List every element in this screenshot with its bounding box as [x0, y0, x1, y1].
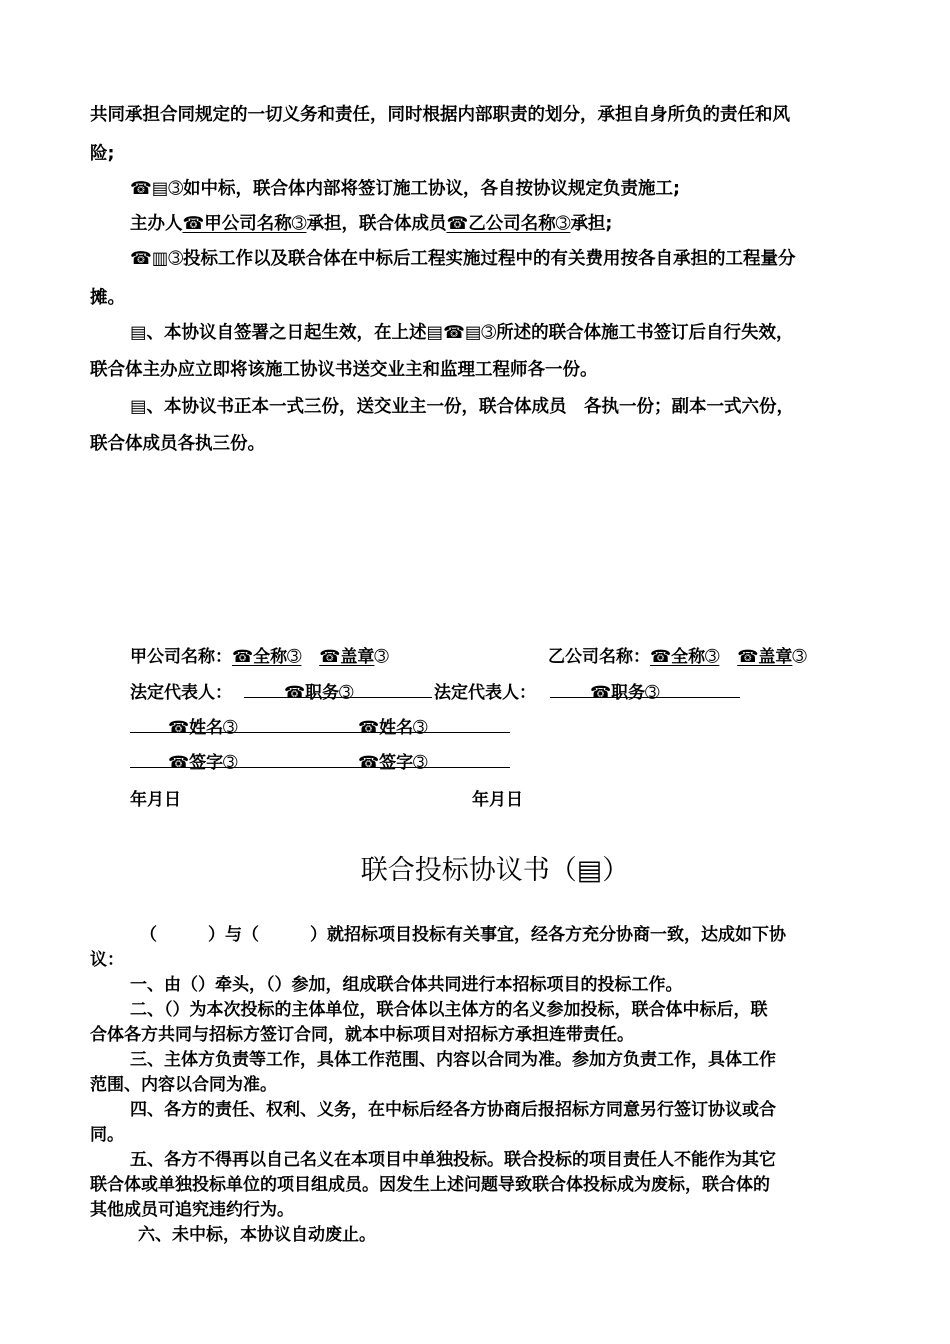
paragraph-line: 险;: [90, 144, 115, 164]
clause-line: ▤、本协议自签署之日起生效，在上述▤☎▤➂所述的联合体施工书签订后自行失效，: [130, 323, 794, 343]
document-title: 联合投标协议书（▤）: [360, 855, 630, 886]
rep-name-a: ☎姓名➂: [168, 718, 238, 738]
company-b-label: 乙公司名称：: [548, 647, 650, 667]
clause-tail: 承担;: [570, 214, 613, 234]
paragraph-line: 联合体主办应立即将该施工协议书送交业主和监理工程师各一份。: [90, 360, 598, 380]
legal-rep-label-a: 法定代表人：: [130, 683, 232, 703]
legal-rep-label-b: 法定代表人：: [434, 683, 536, 703]
paragraph-line: 共同承担合同规定的一切义务和责任，同时根据内部职责的划分，承担自身所负的责任和风: [90, 105, 790, 125]
company-b-seal: ☎盖章: [737, 647, 793, 667]
clause-line: ☎▥➂投标工作以及联合体在中标后工程实施过程中的有关费用按各自承担的工程量分: [130, 249, 796, 269]
company-a-label: 甲公司名称：: [130, 647, 232, 667]
clause-2-cont: 合体各方共同与招标方签订合同，就本中标项目对招标方承担连带责任。: [90, 1025, 634, 1045]
clause-4: 四、各方的责任、权利、义务，在中标后经各方协商后报招标方同意另行签订协议或合: [130, 1100, 776, 1120]
rep-signature-a: ☎签字➂: [168, 753, 238, 773]
clause-3-cont: 范围、内容以合同为准。: [90, 1075, 277, 1095]
clause-4-cont: 同。: [90, 1125, 124, 1145]
company-b-fullname: ☎全称➂: [650, 647, 720, 667]
clause-2: 二、（）为本次投标的主体单位，联合体以主体方的名义参加投标，联合体中标后，联: [130, 1000, 768, 1020]
clause-1: 一、由（）牵头，（）参加，组成联合体共同进行本招标项目的投标工作。: [130, 975, 683, 995]
clause-3: 三、主体方负责等工作，具体工作范围、内容以合同为准。参加方负责工作，具体工作: [130, 1050, 776, 1070]
rep-name-b: ☎姓名➂: [358, 718, 428, 738]
rep-signature-b: ☎签字➂: [358, 753, 428, 773]
clause-line: ☎▤➂如中标，联合体内部将签订施工协议，各自按协议规定负责施工;: [130, 179, 680, 199]
clause-5: 五、各方不得再以自己名义在本项目中单独投标。联合投标的项目责任人不能作为其它: [130, 1150, 776, 1170]
legal-rep-position-b: ☎职务➂: [590, 683, 660, 703]
company-b-placeholder: ☎乙公司名称➂: [446, 214, 571, 234]
company-a-fullname: ☎全称➂: [232, 647, 302, 667]
paragraph-line: 联合体成员各执三份。: [90, 434, 265, 454]
clause-5-cont: 其他成员可追究违约行为。: [90, 1200, 294, 1220]
clause-line: [130, 210, 612, 235]
company-b-seal-tail: ➂: [792, 647, 807, 667]
intro-line: （ ）与（ ）就招标项目投标有关事宜，经各方充分协商一致，达成如下协: [140, 925, 786, 945]
member-label: 承担，联合体成员: [306, 214, 447, 234]
signature-company-b: [548, 642, 807, 667]
company-a-seal-tail: ➂: [374, 647, 389, 667]
signature-line: [130, 767, 510, 768]
clause-6: 六、未中标，本协议自动废止。: [138, 1225, 376, 1245]
intro-line: 议：: [90, 950, 124, 970]
paragraph-line: 摊。: [90, 288, 125, 308]
company-a-placeholder: ☎甲公司名称➂: [182, 214, 307, 234]
signature-company-a: [130, 642, 389, 667]
rep-position-a-line: [244, 697, 432, 698]
lead-party-label: 主办人: [130, 214, 183, 234]
clause-line: ▤、本协议书正本一式三份，送交业主一份，联合体成员 各执一份；副本一式六份，: [130, 397, 795, 417]
name-line: [130, 732, 510, 733]
date-b: 年月日: [472, 790, 523, 810]
legal-rep-position-a: ☎职务➂: [284, 683, 354, 703]
clause-5-cont: 联合体或单独投标单位的项目组成员。因发生上述问题导致联合体投标成为废标，联合体的: [90, 1175, 770, 1195]
date-a: 年月日: [130, 790, 181, 810]
rep-position-b-line: [550, 697, 740, 698]
company-a-seal: ☎盖章: [319, 647, 375, 667]
